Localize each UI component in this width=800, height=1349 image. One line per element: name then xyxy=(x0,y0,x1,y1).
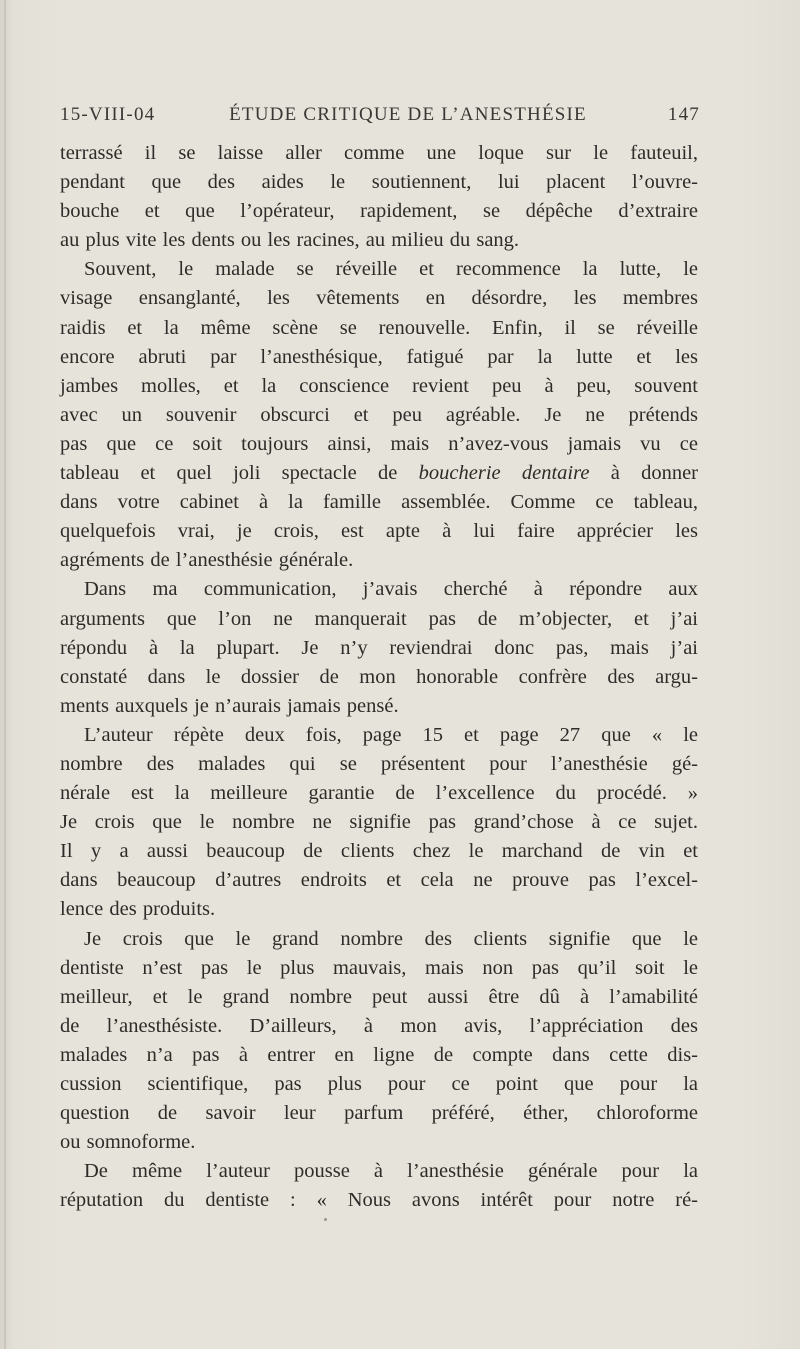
header-title: ÉTUDE CRITIQUE DE L’ANESTHÉSIE xyxy=(229,104,587,125)
ink-speck xyxy=(324,1218,327,1221)
text-line: encore abruti par l’anesthésique, fatigué par la lutte et les xyxy=(60,345,698,368)
text-line: malades n’a pas à entrer en ligne de compte dans cette dis- xyxy=(60,1043,698,1066)
text-line: Souvent, le malade se réveille et recommence la lutte, le xyxy=(84,258,698,281)
text-line: jambes molles, et la conscience revient peu à peu, souvent xyxy=(60,374,698,397)
text-line: constaté dans le dossier de mon honorable confrère des argu- xyxy=(60,665,698,688)
italic-phrase: boucherie dentaire xyxy=(418,462,590,485)
text-line: quelquefois vrai, je crois, est apte à lui faire apprécier les xyxy=(60,520,698,543)
line-segment: à donner xyxy=(589,462,699,485)
text-line: cussion scientifique, pas plus pour ce point que pour la xyxy=(60,1073,698,1095)
text-line: ou somnoforme. xyxy=(60,1131,196,1154)
text-line: réputation du dentiste : « Nous avons intérêt pour notre ré- xyxy=(60,1189,698,1212)
body-text xyxy=(60,139,698,1215)
text-line-with-italic xyxy=(60,459,698,488)
text-line: avec un souvenir obscurci et peu agréable. Je ne prétends xyxy=(60,403,698,426)
text-line: visage ensanglanté, les vêtements en désordre, les membres xyxy=(60,287,698,310)
text-line: dentiste n’est pas le plus mauvais, mais non pas qu’il soit le xyxy=(60,956,698,979)
text-line: pas que ce soit toujours ainsi, mais n’avez-vous jamais vu ce xyxy=(60,432,698,455)
text-line: Je crois que le grand nombre des clients signifie que le xyxy=(84,927,698,950)
text-line: Dans ma communication, j’avais cherché à répondre aux xyxy=(84,578,698,601)
text-line: terrassé il se laisse aller comme une loque sur le fauteuil, xyxy=(60,142,698,164)
text-line: raidis et la même scène se renouvelle. Enfin, il se réveille xyxy=(60,316,698,339)
text-line: meilleur, et le grand nombre peut aussi être dû à l’amabilité xyxy=(60,985,698,1008)
line-segment: tableau et quel joli spectacle de xyxy=(60,462,419,485)
text-line: pendant que des aides le soutiennent, lui placent l’ouvre- xyxy=(60,171,698,194)
text-line: Je crois que le nombre ne signifie pas grand’chose à ce sujet. xyxy=(60,811,698,834)
text-line: arguments que l’on ne manquerait pas de m’objecter, et j’ai xyxy=(60,607,698,630)
running-header xyxy=(60,104,700,130)
text-line: ments auxquels je n’aurais jamais pensé. xyxy=(60,694,399,717)
text-line: de l’anesthésiste. D’ailleurs, à mon avis, l’appréciation des xyxy=(60,1014,698,1037)
text-line: Il y a aussi beaucoup de clients chez le marchand de vin et xyxy=(60,840,698,863)
page-edge xyxy=(4,0,6,1349)
text-line: dans beaucoup d’autres endroits et cela ne prouve pas l’excel- xyxy=(60,869,698,892)
text-line: agréments de l’anesthésie générale. xyxy=(60,549,354,572)
header-date-code: 15-VIII-04 xyxy=(60,104,156,125)
text-line: question de savoir leur parfum préféré, éther, chloroforme xyxy=(60,1102,698,1125)
text-line: L’auteur répète deux fois, page 15 et page 27 que « le xyxy=(84,723,698,746)
text-line: lence des produits. xyxy=(60,898,216,921)
text-line: bouche et que l’opérateur, rapidement, se dépêche d’extraire xyxy=(60,200,698,223)
text-line: nombre des malades qui se présentent pour l’anesthésie gé- xyxy=(60,752,698,775)
text-line: dans votre cabinet à la famille assemblée. Comme ce tableau, xyxy=(60,491,698,514)
text-line: nérale est la meilleure garantie de l’excellence du procédé. » xyxy=(60,782,698,805)
page-number: 147 xyxy=(667,104,700,125)
text-line: répondu à la plupart. Je n’y reviendrai donc pas, mais j’ai xyxy=(60,636,698,659)
text-line: De même l’auteur pousse à l’anesthésie générale pour la xyxy=(84,1160,698,1183)
text-line: au plus vite les dents ou les racines, au milieu du sang. xyxy=(60,229,520,252)
